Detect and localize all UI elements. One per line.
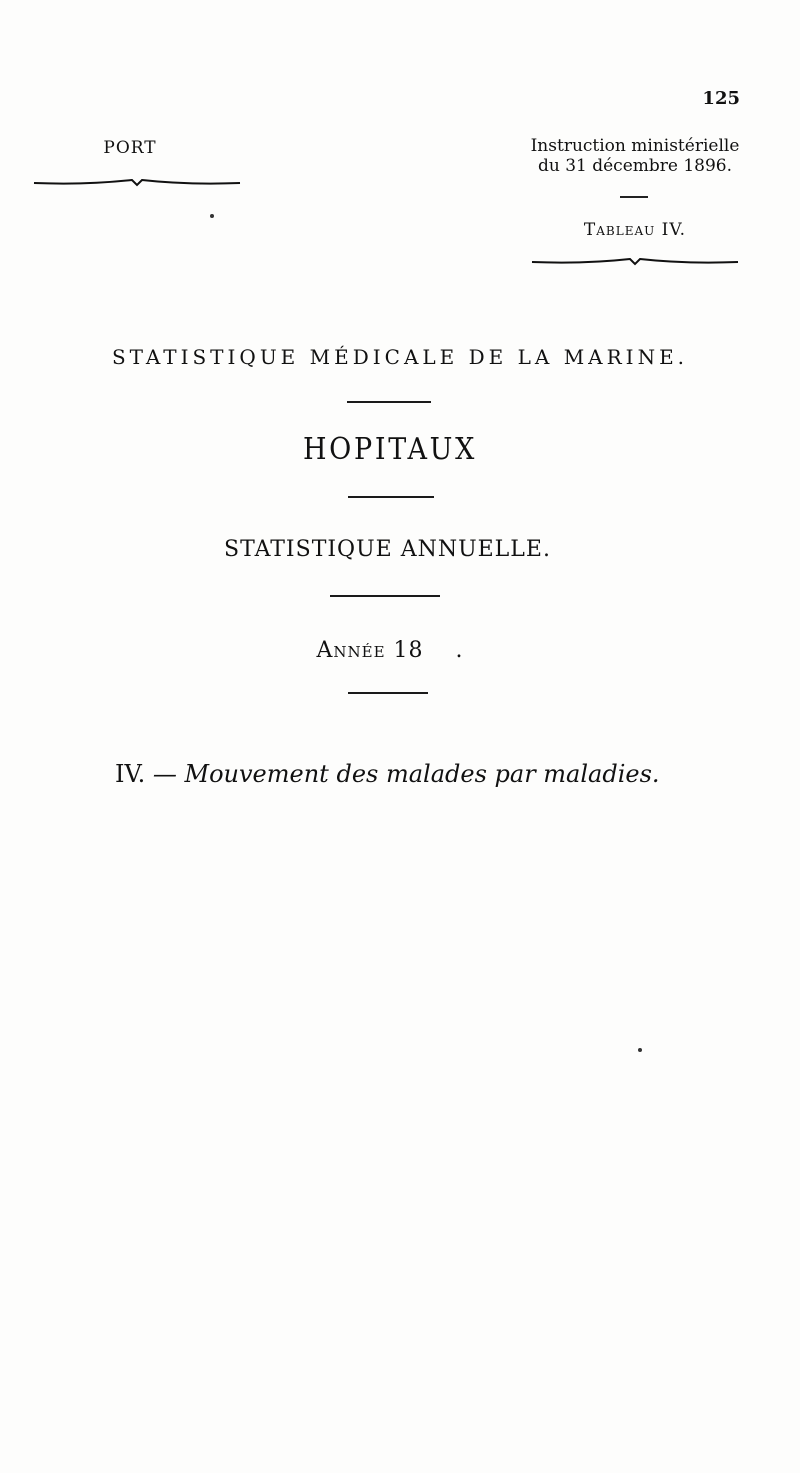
print-speck [638, 1048, 642, 1052]
separator-dash [620, 196, 648, 198]
tableau-label: Tableau IV. [583, 220, 687, 240]
section-numeral: IV. [115, 760, 146, 788]
port-label: PORT [103, 138, 157, 158]
instruction-line-2: du 31 décembre 1896. [537, 156, 733, 176]
left-ornament-rule [32, 176, 242, 188]
title-rule [330, 595, 440, 597]
instruction-line-1: Instruction ministérielle [530, 136, 740, 156]
title-rule [348, 692, 428, 694]
hospitals-title: HOPITAUX [302, 432, 478, 467]
title-rule [348, 496, 434, 498]
page-number: 125 [702, 88, 740, 109]
main-title: STATISTIQUE MÉDICALE DE LA MARINE. [111, 345, 689, 369]
section-heading-text: — Mouvement des malades par maladies. [152, 760, 660, 788]
year-label: Année 18 . [316, 638, 464, 663]
section-heading [115, 760, 715, 788]
annual-statistics-title: STATISTIQUE ANNUELLE. [224, 537, 551, 562]
instruction-reference [500, 136, 770, 176]
right-ornament-rule [530, 255, 740, 267]
title-rule [347, 401, 431, 403]
print-speck [210, 214, 214, 218]
